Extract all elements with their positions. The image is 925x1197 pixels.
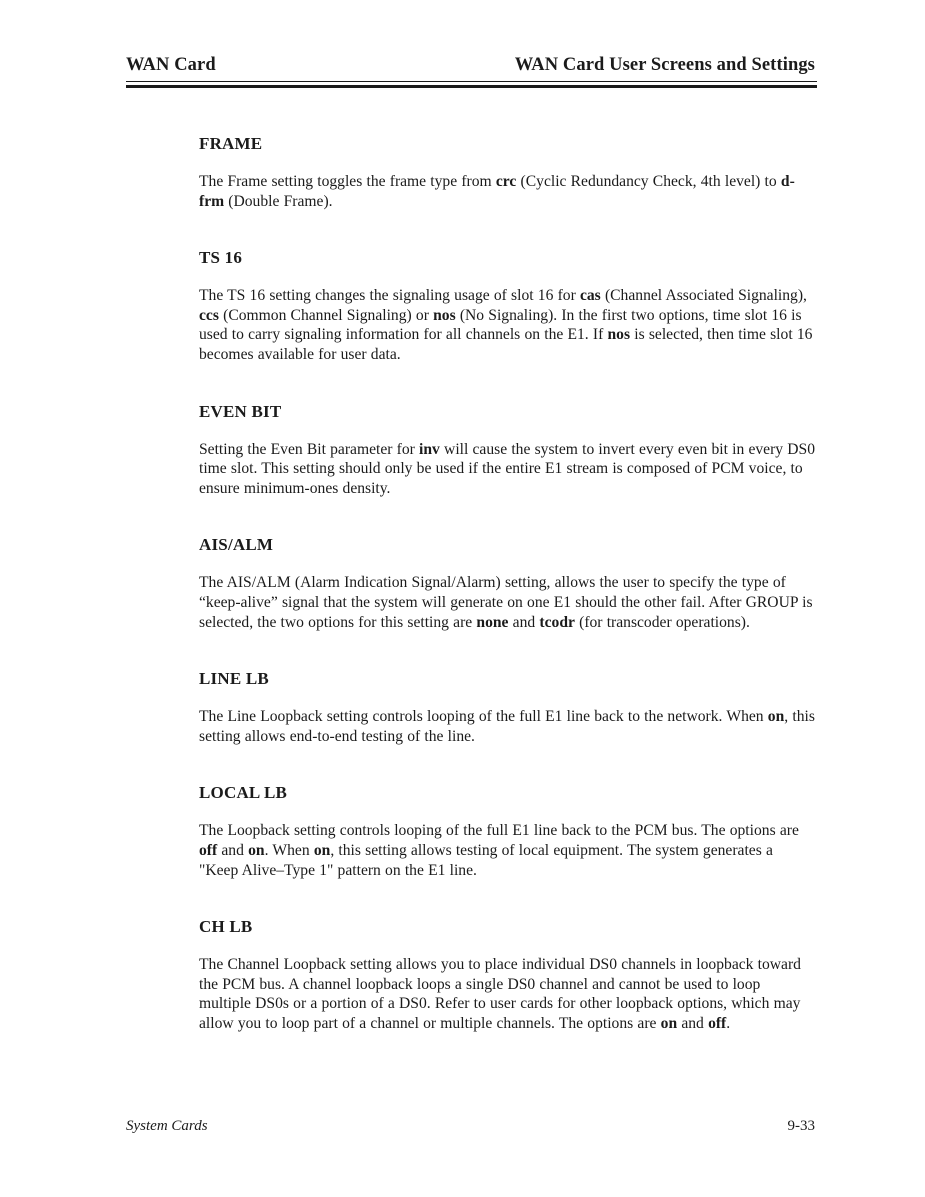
body-text: (Common Channel Signaling) or bbox=[218, 306, 434, 324]
keyword-bold: ccs bbox=[199, 306, 219, 324]
body-text: and bbox=[508, 613, 540, 631]
settings-section bbox=[199, 535, 816, 632]
section-paragraph bbox=[199, 573, 816, 632]
keyword-bold: off bbox=[199, 841, 218, 859]
body-text: The TS 16 setting changes the signaling usage of slot 16 for bbox=[199, 287, 580, 305]
keyword-bold: none bbox=[476, 613, 509, 631]
keyword-bold: on bbox=[660, 1014, 678, 1032]
body-text: and bbox=[677, 1014, 709, 1032]
section-paragraph bbox=[199, 707, 816, 746]
header-section-title: WAN Card User Screens and Settings bbox=[514, 55, 815, 75]
page-footer bbox=[126, 1117, 815, 1136]
section-heading: LOCAL LB bbox=[199, 783, 288, 803]
keyword-bold: inv bbox=[419, 440, 440, 458]
body-text: . bbox=[726, 1014, 731, 1032]
settings-section bbox=[199, 402, 816, 499]
section-paragraph bbox=[199, 286, 816, 364]
body-text: will cause the system to invert every even bit in every DS0 time slot. This setting should only be used if the entire E1 stream is composed of PCM voice, to ensure minimum-ones density. bbox=[199, 440, 816, 497]
section-heading: LINE LB bbox=[199, 669, 269, 689]
body-text: The Frame setting toggles the frame type from bbox=[199, 173, 496, 190]
section-heading: AIS/ALM bbox=[199, 535, 274, 555]
section-paragraph bbox=[199, 821, 816, 880]
section-heading: FRAME bbox=[199, 134, 263, 153]
settings-section bbox=[199, 783, 816, 880]
section-heading: CH LB bbox=[199, 917, 253, 937]
body-text: (No Signaling). In the first two options, time slot 16 is used to carry signaling information for all channels on the E1. If bbox=[199, 306, 802, 344]
keyword-bold: crc bbox=[495, 173, 517, 190]
keyword-bold: nos bbox=[433, 306, 456, 324]
header-chapter-title: WAN Card bbox=[126, 55, 216, 75]
section-heading: EVEN BIT bbox=[199, 401, 282, 421]
body-text: (Cyclic Redundancy Check, 4th level) to bbox=[516, 173, 781, 190]
footer-page-number: 9-33 bbox=[787, 1118, 815, 1134]
content-sections bbox=[199, 134, 816, 1070]
section-paragraph bbox=[199, 172, 816, 211]
body-text: . When bbox=[264, 841, 314, 859]
section-heading: TS 16 bbox=[199, 248, 243, 268]
body-text: The Channel Loopback setting allows you to place individual DS0 channels in loopback toward the PCM bus. A channel loopback loops a single DS0 channel and cannot be used to loop multiple DS0s or a portion of a DS0. Refer to user cards for other loopback options, which may allow you to loop part of a channel or multiple channels. The options are bbox=[199, 956, 801, 1032]
keyword-bold: off bbox=[708, 1014, 727, 1032]
body-text: is selected, then time slot 16 becomes available for user data. bbox=[199, 326, 813, 363]
keyword-bold: on bbox=[767, 708, 785, 726]
section-paragraph bbox=[199, 440, 816, 499]
body-text: (Double Frame). bbox=[224, 192, 333, 210]
footer-document-title: System Cards bbox=[126, 1118, 208, 1134]
keyword-bold: on bbox=[313, 841, 331, 859]
body-text: Setting the Even Bit parameter for bbox=[199, 440, 420, 458]
body-text: The Loopback setting controls looping of the full E1 line back to the PCM bus. The options are bbox=[199, 822, 799, 840]
body-text: , this setting allows end-to-end testing of the line. bbox=[199, 708, 815, 745]
body-text: (Channel Associated Signaling), bbox=[600, 287, 807, 305]
keyword-bold: tcodr bbox=[539, 613, 575, 631]
body-text: (for transcoder operations). bbox=[574, 613, 750, 631]
body-text: and bbox=[217, 841, 249, 859]
body-text: The AIS/ALM (Alarm Indication Signal/Alarm) setting, allows the user to specify the type of “keep-alive” signal that the system will generate on one E1 should the other fail. After GROUP is selected, the two options for this setting are bbox=[199, 574, 813, 631]
body-text: , this setting allows testing of local equipment. The system generates a "Keep Alive–Type 1" pattern on the E1 line. bbox=[199, 841, 773, 879]
settings-section bbox=[199, 669, 816, 746]
keyword-bold: nos bbox=[607, 326, 631, 344]
header-rule-divider bbox=[126, 81, 817, 88]
keyword-bold: cas bbox=[579, 287, 601, 305]
keyword-bold: d-frm bbox=[199, 173, 795, 210]
keyword-bold: on bbox=[248, 841, 265, 859]
page-header bbox=[126, 54, 815, 76]
section-paragraph bbox=[199, 955, 816, 1033]
settings-section bbox=[199, 248, 816, 364]
settings-section bbox=[199, 917, 816, 1033]
body-text: The Line Loopback setting controls looping of the full E1 line back to the network. When bbox=[199, 708, 768, 726]
settings-section bbox=[199, 134, 816, 211]
